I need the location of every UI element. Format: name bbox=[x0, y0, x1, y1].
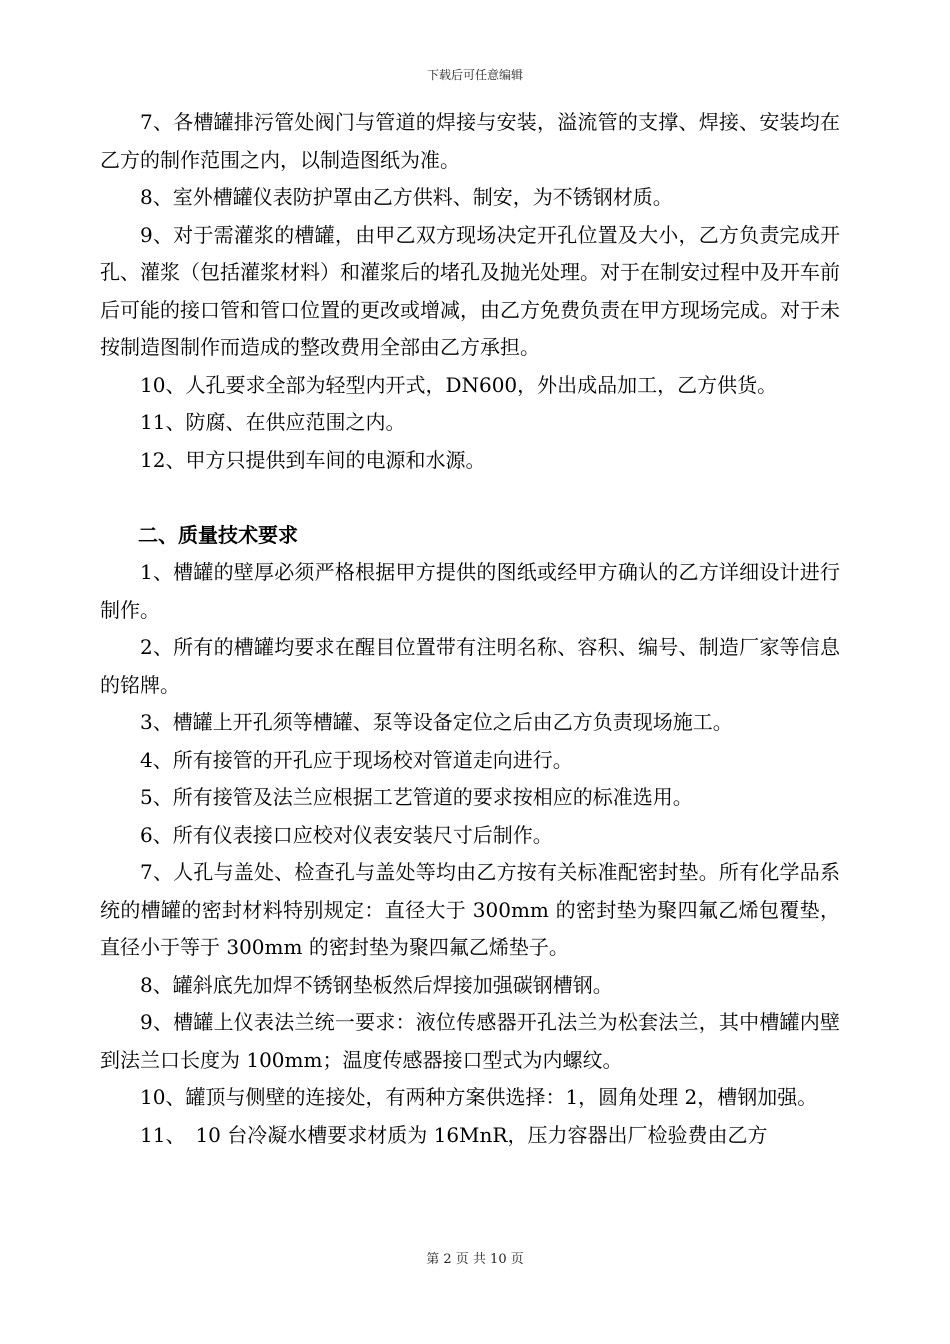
paragraph: 11、防腐、在供应范围之内。 bbox=[140, 410, 406, 434]
section-heading: 二、质量技术要求 bbox=[138, 523, 298, 547]
paragraph: 4、所有接管的开孔应于现场校对管道走向进行。 bbox=[140, 747, 573, 772]
paragraph: 8、室外槽罐仪表防护罩由乙方供料、制安，为不锈钢材质。 bbox=[140, 185, 673, 209]
page-number: 第 2 页 共 10 页 bbox=[426, 1252, 524, 1267]
paragraph: 1、槽罐的壁厚必须严格根据甲方提供的图纸或经甲方确认的乙方详细设计进行制作。 bbox=[100, 560, 840, 622]
paragraph: 3、槽罐上开孔须等槽罐、泵等设备定位之后由乙方负责现场施工。 bbox=[140, 710, 733, 734]
paragraph: 12、甲方只提供到车间的电源和水源。 bbox=[140, 447, 486, 472]
paragraph: 10、人孔要求全部为轻型内开式，DN600，外出成品加工，乙方供货。 bbox=[140, 372, 778, 397]
paragraph: 5、所有接管及法兰应根据工艺管道的要求按相应的标准选用。 bbox=[140, 785, 693, 809]
paragraph: 9、槽罐上仪表法兰统一要求：液位传感器开孔法兰为松套法兰，其中槽罐内壁到法兰口长度为 100mm；温度传感器接口型式为内螺纹。 bbox=[100, 1010, 840, 1072]
paragraph: 9、对于需灌浆的槽罐，由甲乙双方现场决定开孔位置及大小，乙方负责完成开孔、灌浆（包括灌浆材料）和灌浆后的堵孔及抛光处理。对于在制安过程中及开车前后可能的接口管和管口位置的更改或增减，由乙方免费负责在甲方现场完成。对于未按制造图制作而造成的整改费用全部由乙方承担。 bbox=[100, 222, 840, 359]
paragraph: 7、各槽罐排污管处阀门与管道的焊接与安装，溢流管的支撑、焊接、安装均在乙方的制作范围之内，以制造图纸为准。 bbox=[100, 110, 840, 172]
paragraph: 10、罐顶与侧壁的连接处，有两种方案供选择：1，圆角处理 2，槽钢加强。 bbox=[140, 1085, 818, 1109]
paragraph: 6、所有仪表接口应校对仪表安装尺寸后制作。 bbox=[140, 822, 553, 847]
paragraph: 2、所有的槽罐均要求在醒目位置带有注明名称、容积、编号、制造厂家等信息的铭牌。 bbox=[100, 635, 840, 697]
document-body bbox=[100, 104, 840, 1154]
paragraph: 11、 10 台冷凝水槽要求材质为 16MnR，压力容器出厂检验费由乙方 bbox=[140, 1122, 768, 1147]
paragraph: 7、人孔与盖处、检查孔与盖处等均由乙方按有关标准配密封垫。所有化学品系统的槽罐的密封材料特别规定：直径大于 300mm 的密封垫为聚四氟乙烯包覆垫，直径小于等于 300mm 的密封垫为聚四氟乙烯垫子。 bbox=[100, 860, 840, 959]
paragraph: 8、罐斜底先加焊不锈钢垫板然后焊接加强碳钢槽钢。 bbox=[140, 972, 613, 997]
header-note: 下载后可任意编辑 bbox=[426, 68, 523, 82]
